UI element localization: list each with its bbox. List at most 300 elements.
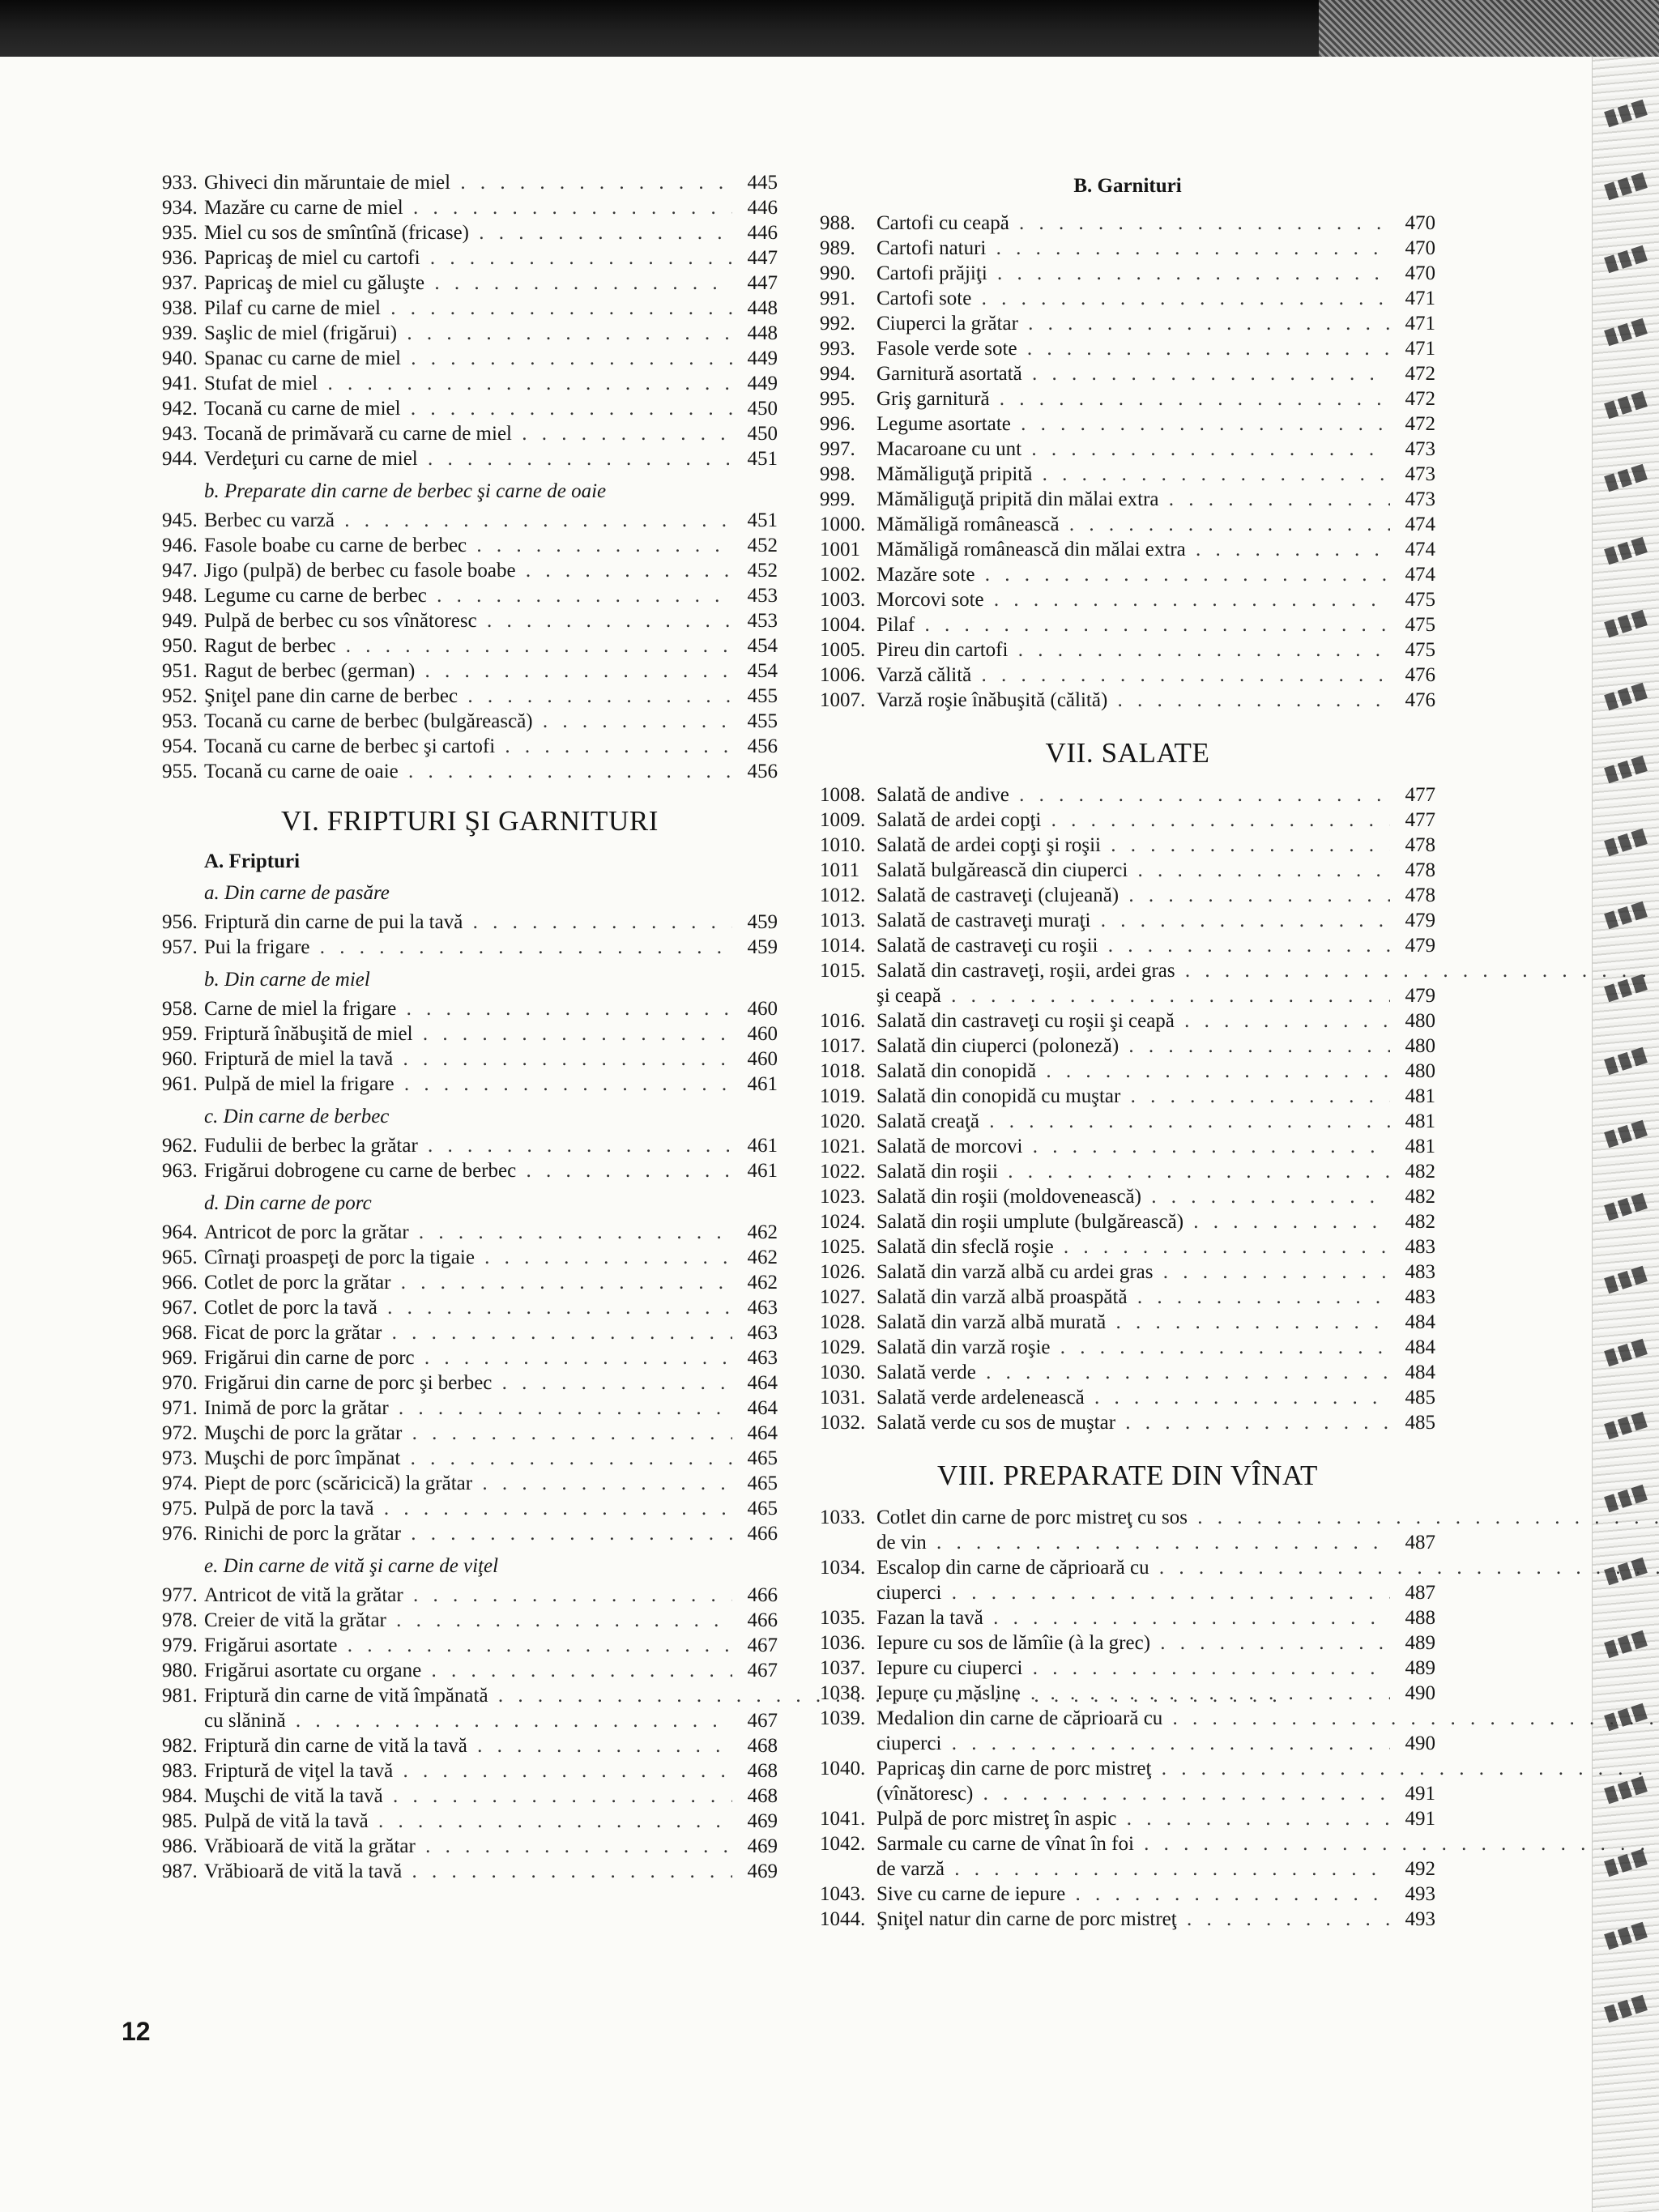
entry-title-continued: cu slănină . . . xyxy=(204,1708,732,1733)
entry-number: 952. xyxy=(162,685,198,707)
entry-page: 482 xyxy=(1405,1161,1435,1183)
section-title: A. Fripturi xyxy=(204,850,301,872)
entry-title: Carne de miel la frigare . . . xyxy=(204,996,732,1021)
toc-entry xyxy=(162,1072,778,1097)
toc-entry xyxy=(162,1733,778,1758)
entry-page: 483 xyxy=(1405,1236,1435,1258)
entry-page: 482 xyxy=(1405,1186,1435,1208)
entry-page: 478 xyxy=(1405,834,1435,856)
entry-number: 997. xyxy=(820,438,855,460)
subsection-title: d. Din carne de porc xyxy=(204,1192,372,1214)
toc-entry xyxy=(162,1220,778,1245)
entry-number: 965. xyxy=(162,1247,198,1268)
toc-entry xyxy=(820,908,1435,933)
entry-page: 476 xyxy=(1405,689,1435,711)
toc-entry xyxy=(162,1496,778,1521)
entry-page: 450 xyxy=(747,423,778,445)
entry-page: 469 xyxy=(747,1860,778,1882)
entry-title: Varză călită . . . xyxy=(876,663,1390,688)
entry-page: 491 xyxy=(1405,1808,1435,1830)
entry-page: 454 xyxy=(747,635,778,657)
entry-title: Frigărui asortate cu organe . . . xyxy=(204,1658,732,1683)
entry-page: 461 xyxy=(747,1160,778,1182)
toc-entry xyxy=(162,1295,778,1320)
entry-title: Tocană cu carne de oaie . . . xyxy=(204,759,732,784)
subsection-title: a. Din carne de pasăre xyxy=(204,882,390,904)
entry-title: Ciuperci la grătar . . . xyxy=(876,311,1390,336)
toc-entry xyxy=(820,211,1435,236)
toc-entry xyxy=(820,1335,1435,1360)
entry-number: 982. xyxy=(162,1735,198,1757)
entry-page: 466 xyxy=(747,1609,778,1631)
entry-page: 459 xyxy=(747,936,778,958)
entry-page: 456 xyxy=(747,761,778,782)
entry-number: 1040. xyxy=(820,1758,866,1779)
toc-entry xyxy=(820,1907,1435,1932)
entry-title: Friptură înăbuşită de miel . . . xyxy=(204,1021,732,1046)
toc-entry xyxy=(820,883,1435,908)
entry-page: 448 xyxy=(747,297,778,319)
entry-title: Ghiveci din măruntaie de miel . . . xyxy=(204,170,732,195)
toc-entry xyxy=(820,833,1435,858)
entry-number: 970. xyxy=(162,1372,198,1394)
entry-page: 485 xyxy=(1405,1412,1435,1434)
entry-page: 472 xyxy=(1405,413,1435,435)
entry-page: 446 xyxy=(747,197,778,219)
entry-title: Salată creaţă . . . xyxy=(876,1109,1390,1134)
entry-title: Jigo (pulpă) de berbec cu fasole boabe . . . xyxy=(204,558,732,583)
entry-title: Tocană cu carne de berbec şi cartofi . . . xyxy=(204,734,732,759)
entry-title: Mazăre sote . . . xyxy=(876,562,1390,587)
entry-title: Iepure cu ciuperci . . . xyxy=(876,1656,1390,1681)
entry-number: 1004. xyxy=(820,614,866,636)
toc-entry xyxy=(820,1259,1435,1285)
entry-title-continued: (vînătoresc) . . . xyxy=(876,1781,1390,1806)
entry-title: Şniţel natur din carne de porc mistreţ . . . xyxy=(876,1907,1390,1932)
entry-title: Garnitură asortată . . . xyxy=(876,361,1390,386)
entry-page: 451 xyxy=(747,448,778,470)
entry-number: 1024. xyxy=(820,1211,866,1233)
entry-number: 1035. xyxy=(820,1607,866,1629)
entry-number: 951. xyxy=(162,660,198,682)
toc-entry xyxy=(162,1370,778,1396)
entry-number: 964. xyxy=(162,1221,198,1243)
entry-title: Mămăliguţă pripită . . . xyxy=(876,462,1390,487)
entry-title: Pulpă de miel la frigare . . . xyxy=(204,1072,732,1097)
toc-entry xyxy=(820,1681,1435,1706)
entry-number: 972. xyxy=(162,1422,198,1444)
entry-title: Escalop din carne de căprioară cu . . . xyxy=(876,1555,1659,1580)
entry-number: 963. xyxy=(162,1160,198,1182)
entry-page: 453 xyxy=(747,610,778,632)
entry-title: Salată de morcovi . . . xyxy=(876,1134,1390,1159)
entry-title: Sive cu carne de iepure . . . xyxy=(876,1882,1390,1907)
entry-page: 471 xyxy=(1405,313,1435,335)
entry-number: 942. xyxy=(162,398,198,420)
entry-page: 490 xyxy=(1405,1733,1435,1754)
toc-entry xyxy=(820,1134,1435,1159)
toc-entry xyxy=(162,1446,778,1471)
entry-title: Salată de ardei copţi . . . xyxy=(876,808,1390,833)
entry-page: 491 xyxy=(1405,1783,1435,1805)
entry-number: 959. xyxy=(162,1023,198,1045)
toc-entry xyxy=(162,1834,778,1859)
entry-title: Antricot de porc la grătar . . . xyxy=(204,1220,732,1245)
toc-entry xyxy=(820,1756,1435,1806)
toc-entry xyxy=(820,261,1435,286)
entry-title: Salată din conopidă . . . xyxy=(876,1059,1390,1084)
entry-page: 487 xyxy=(1405,1582,1435,1604)
entry-title: Salată din ciuperci (poloneză) . . . xyxy=(876,1034,1390,1059)
entry-page: 462 xyxy=(747,1247,778,1268)
entry-title: Papricaş de miel cu găluşte . . . xyxy=(204,271,732,296)
entry-title: Vrăbioară de vită la tavă . . . xyxy=(204,1859,732,1884)
toc-entry xyxy=(820,933,1435,958)
toc-entry xyxy=(820,808,1435,833)
entry-page: 471 xyxy=(1405,338,1435,360)
toc-entry xyxy=(162,508,778,533)
entry-page: 485 xyxy=(1405,1387,1435,1409)
entry-page: 478 xyxy=(1405,859,1435,881)
entry-page: 481 xyxy=(1405,1136,1435,1157)
entry-title-continued: ciuperci . . . xyxy=(876,1731,1390,1756)
entry-number: 958. xyxy=(162,998,198,1020)
entry-page: 473 xyxy=(1405,438,1435,460)
entry-page: 475 xyxy=(1405,589,1435,611)
toc-entry xyxy=(820,958,1435,1008)
entry-number: 996. xyxy=(820,413,855,435)
entry-page: 469 xyxy=(747,1810,778,1832)
entry-title: Cotlet de porc la tavă . . . xyxy=(204,1295,732,1320)
entry-title: Tocană cu carne de miel . . . xyxy=(204,396,732,421)
entry-number: 1030. xyxy=(820,1362,866,1383)
entry-title: Morcovi sote . . . xyxy=(876,587,1390,612)
toc-entry xyxy=(162,1683,778,1733)
section-title: B. Garnituri xyxy=(1073,175,1182,197)
entry-title: Friptură din carne de pui la tavă . . . xyxy=(204,910,732,935)
entry-number: 994. xyxy=(820,363,855,385)
entry-number: 991. xyxy=(820,288,855,309)
toc-entry xyxy=(820,311,1435,336)
entry-page: 462 xyxy=(747,1272,778,1294)
entry-title: Antricot de vită la grătar . . . xyxy=(204,1583,732,1608)
entry-title-continued: de varză . . . xyxy=(876,1856,1390,1882)
entry-number: 980. xyxy=(162,1660,198,1681)
entry-number: 988. xyxy=(820,212,855,234)
toc-entry xyxy=(162,1583,778,1608)
entry-title: Berbec cu varză . . . xyxy=(204,508,732,533)
entry-number: 1036. xyxy=(820,1632,866,1654)
entry-number: 990. xyxy=(820,262,855,284)
entry-number: 957. xyxy=(162,936,198,958)
toc-entry xyxy=(820,1360,1435,1385)
toc-entry xyxy=(820,437,1435,462)
toc-entry xyxy=(162,1021,778,1046)
entry-number: 939. xyxy=(162,322,198,344)
toc-entry xyxy=(820,1605,1435,1630)
entry-page: 477 xyxy=(1405,809,1435,831)
entry-title: Papricaş de miel cu cartofi . . . xyxy=(204,245,732,271)
toc-entry xyxy=(162,996,778,1021)
entry-title: Pilaf cu carne de miel . . . xyxy=(204,296,732,321)
entry-title: Cotlet din carne de porc mistreţ cu sos . . . xyxy=(876,1505,1659,1530)
entry-title: Frigărui din carne de porc . . . xyxy=(204,1345,732,1370)
entry-title: Miel cu sos de smîntînă (fricase) . . . xyxy=(204,220,732,245)
toc-entry xyxy=(820,1109,1435,1134)
entry-title: Pulpă de porc mistreţ în aspic . . . xyxy=(876,1806,1390,1831)
entry-number: 933. xyxy=(162,172,198,194)
entry-number: 989. xyxy=(820,237,855,259)
entry-number: 1033. xyxy=(820,1507,866,1528)
entry-number: 975. xyxy=(162,1498,198,1519)
entry-title: Muşchi de porc la grătar . . . xyxy=(204,1421,732,1446)
entry-page: 478 xyxy=(1405,884,1435,906)
entry-number: 949. xyxy=(162,610,198,632)
entry-title: Piept de porc (scăricică) la grătar . . . xyxy=(204,1471,732,1496)
entry-number: 937. xyxy=(162,272,198,294)
toc-entry xyxy=(162,1658,778,1683)
entry-page: 481 xyxy=(1405,1110,1435,1132)
entry-page: 473 xyxy=(1405,488,1435,510)
entry-number: 974. xyxy=(162,1473,198,1494)
toc-entry xyxy=(162,1859,778,1884)
toc-entry xyxy=(162,1046,778,1072)
entry-page: 484 xyxy=(1405,1362,1435,1383)
chapter-title: VII. SALATE xyxy=(1045,737,1210,769)
entry-page: 475 xyxy=(1405,614,1435,636)
toc-entry xyxy=(162,1158,778,1183)
entry-number: 948. xyxy=(162,585,198,607)
entry-title: Vrăbioară de vită la grătar . . . xyxy=(204,1834,732,1859)
toc-entry xyxy=(820,1385,1435,1410)
toc-entry xyxy=(820,1159,1435,1184)
entry-page: 480 xyxy=(1405,1035,1435,1057)
entry-title: Friptură de viţel la tavă . . . xyxy=(204,1758,732,1784)
entry-title: Friptură din carne de vită la tavă . . . xyxy=(204,1733,732,1758)
entry-number: 995. xyxy=(820,388,855,410)
entry-page: 474 xyxy=(1405,514,1435,535)
entry-title: Friptură din carne de vită împănată . . . xyxy=(204,1683,1290,1708)
entry-number: 998. xyxy=(820,463,855,485)
entry-title: Salată verde . . . xyxy=(876,1360,1390,1385)
entry-number: 1000. xyxy=(820,514,866,535)
toc-entry xyxy=(162,446,778,471)
entry-title: Verdeţuri cu carne de miel . . . xyxy=(204,446,732,471)
entry-title: Salată de castraveţi (clujeană) . . . xyxy=(876,883,1390,908)
toc-entry xyxy=(162,1245,778,1270)
toc-entry xyxy=(162,1521,778,1546)
entry-page: 455 xyxy=(747,710,778,732)
toc-entry xyxy=(162,608,778,633)
entry-number: 1042. xyxy=(820,1833,866,1855)
entry-title: Ficat de porc la grătar . . . xyxy=(204,1320,732,1345)
entry-number: 1001 xyxy=(820,539,860,560)
entry-number: 1003. xyxy=(820,589,866,611)
entry-page: 479 xyxy=(1405,910,1435,931)
entry-title: Saşlic de miel (frigărui) . . . xyxy=(204,321,732,346)
entry-title: Salată bulgărească din ciuperci . . . xyxy=(876,858,1390,883)
entry-number: 1005. xyxy=(820,639,866,661)
entry-page: 448 xyxy=(747,322,778,344)
left-column xyxy=(162,170,778,1884)
entry-number: 981. xyxy=(162,1685,198,1707)
entry-page: 467 xyxy=(747,1710,778,1732)
toc-entry xyxy=(820,462,1435,487)
entry-title: Salată verde cu sos de muştar . . . xyxy=(876,1410,1390,1435)
entry-page: 459 xyxy=(747,911,778,933)
entry-title: Şniţel pane din carne de berbec . . . xyxy=(204,684,732,709)
toc-entry xyxy=(162,935,778,960)
entry-title: Creier de vită la grătar . . . xyxy=(204,1608,732,1633)
entry-page: 460 xyxy=(747,1023,778,1045)
entry-page: 449 xyxy=(747,347,778,369)
entry-page: 452 xyxy=(747,535,778,556)
entry-number: 1028. xyxy=(820,1311,866,1333)
toc-entry xyxy=(820,637,1435,663)
entry-title: Salată din roşii umplute (bulgărească) . . . xyxy=(876,1209,1390,1234)
entry-title: Iepure cu măsline . . . xyxy=(876,1681,1390,1706)
toc-entry xyxy=(162,533,778,558)
toc-entry xyxy=(162,1471,778,1496)
entry-page: 468 xyxy=(747,1785,778,1807)
entry-number: 968. xyxy=(162,1322,198,1344)
toc-entry xyxy=(162,1633,778,1658)
entry-number: 954. xyxy=(162,735,198,757)
entry-number: 1018. xyxy=(820,1060,866,1082)
entry-number: 1002. xyxy=(820,564,866,586)
entry-title: Cîrnaţi proaspeţi de porc la tigaie . . . xyxy=(204,1245,732,1270)
entry-page: 473 xyxy=(1405,463,1435,485)
toc-entry xyxy=(162,1320,778,1345)
entry-title: Tocană de primăvară cu carne de miel . . . xyxy=(204,421,732,446)
entry-number: 1009. xyxy=(820,809,866,831)
toc-entry xyxy=(162,1608,778,1633)
entry-number: 947. xyxy=(162,560,198,582)
entry-title: Muşchi de vită la tavă . . . xyxy=(204,1784,732,1809)
entry-number: 1023. xyxy=(820,1186,866,1208)
entry-title: Salată din castraveţi, roşii, ardei gras . . . xyxy=(876,958,1659,983)
toc-entry xyxy=(820,1555,1435,1605)
entry-page: 472 xyxy=(1405,388,1435,410)
entry-page: 464 xyxy=(747,1422,778,1444)
entry-number: 999. xyxy=(820,488,855,510)
entry-page: 449 xyxy=(747,373,778,394)
entry-title: Medalion din carne de căprioară cu . . . xyxy=(876,1706,1659,1731)
toc-entry xyxy=(820,1410,1435,1435)
entry-title-continued: şi ceapă . . . xyxy=(876,983,1390,1008)
entry-number: 955. xyxy=(162,761,198,782)
entry-page: 479 xyxy=(1405,935,1435,957)
scan-top-shadow xyxy=(0,0,1659,57)
entry-title: Friptură de miel la tavă . . . xyxy=(204,1046,732,1072)
entry-title: Salată din castraveţi cu roşii şi ceapă . . . xyxy=(876,1008,1390,1034)
entry-page: 482 xyxy=(1405,1211,1435,1233)
entry-page: 469 xyxy=(747,1835,778,1857)
entry-number: 1032. xyxy=(820,1412,866,1434)
entry-title: Ragut de berbec . . . xyxy=(204,633,732,658)
toc-entry xyxy=(162,658,778,684)
entry-number: 1014. xyxy=(820,935,866,957)
entry-number: 941. xyxy=(162,373,198,394)
toc-entry xyxy=(162,1421,778,1446)
entry-title: Stufat de miel . . . xyxy=(204,371,732,396)
entry-number: 944. xyxy=(162,448,198,470)
entry-page: 477 xyxy=(1405,784,1435,806)
toc-entry xyxy=(820,1059,1435,1084)
entry-number: 969. xyxy=(162,1347,198,1369)
entry-title: Pireu din cartofi . . . xyxy=(876,637,1390,663)
toc-entry xyxy=(162,195,778,220)
toc-entry xyxy=(162,1809,778,1834)
toc-entry xyxy=(162,220,778,245)
toc-entry xyxy=(820,1656,1435,1681)
entry-page: 467 xyxy=(747,1634,778,1656)
entry-title: Muşchi de porc împănat . . . xyxy=(204,1446,732,1471)
entry-number: 966. xyxy=(162,1272,198,1294)
entry-title: Rinichi de porc la grătar . . . xyxy=(204,1521,732,1546)
entry-title: Pilaf . . . xyxy=(876,612,1390,637)
toc-entry xyxy=(162,759,778,784)
entry-title: Cartofi naturi . . . xyxy=(876,236,1390,261)
subsection-title: c. Din carne de berbec xyxy=(204,1106,390,1127)
toc-entry xyxy=(820,1234,1435,1259)
entry-page: 489 xyxy=(1405,1632,1435,1654)
toc-entry xyxy=(162,396,778,421)
entry-title: Salată de castraveţi cu roşii . . . xyxy=(876,933,1390,958)
adjacent-page-edge xyxy=(1592,57,1659,2212)
entry-number: 1043. xyxy=(820,1883,866,1905)
entry-number: 938. xyxy=(162,297,198,319)
toc-entry xyxy=(162,1784,778,1809)
entry-page: 466 xyxy=(747,1523,778,1545)
entry-page: 470 xyxy=(1405,237,1435,259)
entry-title: Frigărui dobrogene cu carne de berbec . . . xyxy=(204,1158,732,1183)
toc-entry xyxy=(162,633,778,658)
entry-number: 973. xyxy=(162,1447,198,1469)
entry-title: Salată din varză albă cu ardei gras . . . xyxy=(876,1259,1390,1285)
toc-entry xyxy=(820,411,1435,437)
entry-number: 940. xyxy=(162,347,198,369)
toc-entry xyxy=(820,562,1435,587)
entry-title: Mămăligă românească . . . xyxy=(876,512,1390,537)
entry-number: 984. xyxy=(162,1785,198,1807)
entry-number: 934. xyxy=(162,197,198,219)
toc-entry xyxy=(820,487,1435,512)
entry-number: 946. xyxy=(162,535,198,556)
entry-number: 1019. xyxy=(820,1085,866,1107)
entry-number: 1022. xyxy=(820,1161,866,1183)
entry-number: 1021. xyxy=(820,1136,866,1157)
entry-number: 976. xyxy=(162,1523,198,1545)
toc-entry xyxy=(820,1505,1435,1555)
entry-title: Legume asortate . . . xyxy=(876,411,1390,437)
toc-entry xyxy=(820,688,1435,713)
entry-title: Salată verde ardelenească . . . xyxy=(876,1385,1390,1410)
entry-number: 1025. xyxy=(820,1236,866,1258)
toc-entry xyxy=(820,361,1435,386)
toc-entry xyxy=(820,537,1435,562)
entry-title: Frigărui din carne de porc şi berbec . . . xyxy=(204,1370,732,1396)
entry-page: 452 xyxy=(747,560,778,582)
entry-title: Fasole boabe cu carne de berbec . . . xyxy=(204,533,732,558)
entry-title: Salată de castraveţi muraţi . . . xyxy=(876,908,1390,933)
toc-entry xyxy=(162,709,778,734)
entry-number: 1037. xyxy=(820,1657,866,1679)
entry-number: 985. xyxy=(162,1810,198,1832)
toc-entry xyxy=(162,910,778,935)
toc-entry xyxy=(820,1034,1435,1059)
entry-page: 460 xyxy=(747,1048,778,1070)
